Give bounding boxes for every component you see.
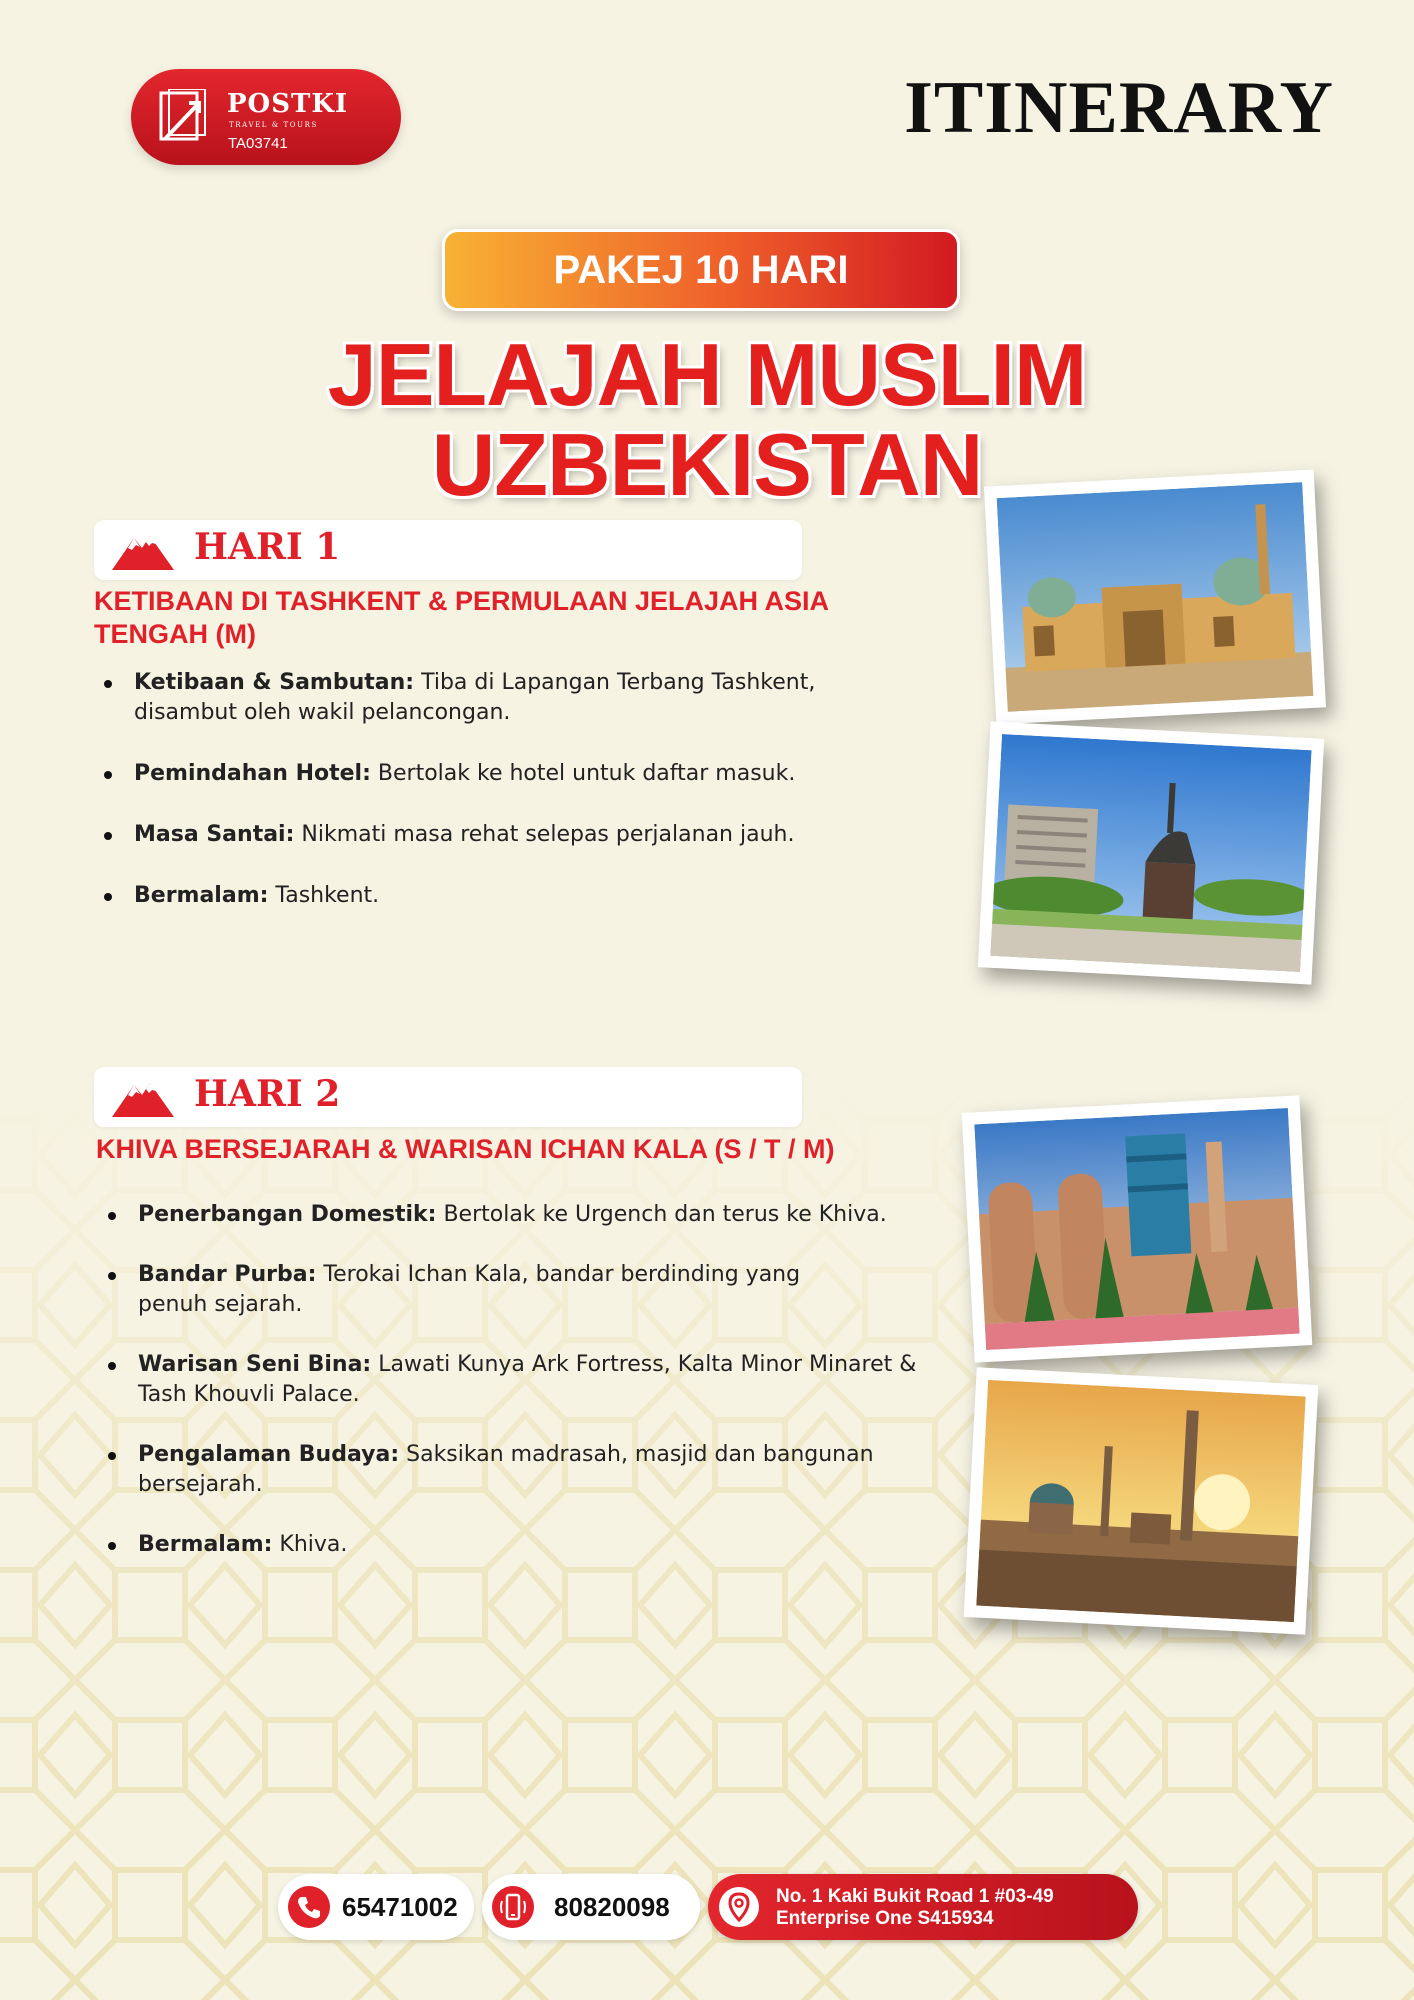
brand-name: POSTKI xyxy=(227,89,349,119)
list-item xyxy=(100,1200,930,1230)
brand-logo xyxy=(131,69,401,165)
address-line-2: Enterprise One S415934 xyxy=(776,1908,994,1929)
logo-arrow-icon xyxy=(159,89,215,145)
day-2-heading xyxy=(96,1133,916,1166)
photo-tashkent-statue xyxy=(978,721,1324,984)
list-item xyxy=(100,1260,818,1320)
day-1-heading-line1: KETIBAAN DI TASHKENT & PERMULAAN JELAJAH ASIA xyxy=(94,586,830,616)
item-text: Khiva. xyxy=(272,1532,348,1557)
day-1-heading-line2: TENGAH (M) xyxy=(94,619,256,649)
item-text: Nikmati masa rehat selepas perjalanan jauh. xyxy=(294,822,795,847)
main-title xyxy=(250,325,1164,514)
photo-tashkent-mosque xyxy=(984,470,1326,725)
list-item xyxy=(100,1440,898,1500)
item-title: Masa Santai: xyxy=(134,822,295,847)
page-title: ITINERARY xyxy=(904,67,1334,149)
item-text: Lawati Kunya Ark Fortress, Kalta Minor Minaret & Tash Khouvli Palace. xyxy=(138,1352,917,1407)
address-line-1: No. 1 Kaki Bukit Road 1 #03-49 xyxy=(776,1886,1054,1907)
list-item xyxy=(96,881,856,911)
phone-icon xyxy=(288,1886,330,1928)
list-item xyxy=(100,1530,930,1560)
phone-pill[interactable] xyxy=(278,1874,474,1940)
item-title: Bermalam: xyxy=(134,883,269,908)
day-2-label: HARI 2 xyxy=(194,1073,341,1115)
main-title-line1: JELAJAH MUSLIM xyxy=(327,325,1087,424)
address-pill[interactable] xyxy=(708,1874,1138,1940)
brand-license: TA03741 xyxy=(228,135,288,152)
item-title: Ketibaan & Sambutan: xyxy=(134,670,415,695)
list-item xyxy=(96,668,856,728)
item-text: Terokai Ichan Kala, bandar berdinding yang penuh sejarah. xyxy=(138,1262,801,1317)
phone-number: 65471002 xyxy=(342,1892,458,1922)
photo-khiva-sunset xyxy=(964,1367,1319,1635)
main-title-line2: UZBEKISTAN xyxy=(431,415,983,514)
item-text: Tashkent. xyxy=(268,883,380,908)
mountain-icon xyxy=(110,1075,176,1119)
package-badge: PAKEJ 10 HARI xyxy=(442,229,960,311)
item-title: Penerbangan Domestik: xyxy=(138,1202,437,1227)
day-1-heading xyxy=(94,585,914,651)
day-1-banner xyxy=(94,520,802,580)
list-item xyxy=(96,759,856,789)
mobile-number: 80820098 xyxy=(554,1892,670,1922)
list-item xyxy=(100,1350,968,1410)
day-2-banner xyxy=(94,1067,802,1127)
item-title: Pengalaman Budaya: xyxy=(138,1442,400,1467)
item-text: Tiba di Lapangan Terbang Tashkent, disambut oleh wakil pelancongan. xyxy=(134,670,816,725)
item-text: Bertolak ke Urgench dan terus ke Khiva. xyxy=(436,1202,887,1227)
brand-subtitle: TRAVEL & TOURS xyxy=(229,121,318,129)
day-2-list xyxy=(100,1200,930,1560)
item-title: Bandar Purba: xyxy=(138,1262,317,1287)
location-pin-icon xyxy=(718,1886,760,1928)
item-text: Saksikan madrasah, masjid dan bangunan bersejarah. xyxy=(138,1442,874,1497)
list-item xyxy=(96,820,856,850)
item-title: Bermalam: xyxy=(138,1532,273,1557)
mobile-phone-icon xyxy=(492,1886,534,1928)
photo-khiva-walls xyxy=(962,1095,1313,1362)
item-text: Bertolak ke hotel untuk daftar masuk. xyxy=(370,761,796,786)
item-title: Pemindahan Hotel: xyxy=(134,761,371,786)
item-title: Warisan Seni Bina: xyxy=(138,1352,372,1377)
day-1-list xyxy=(96,668,856,911)
day-1-label: HARI 1 xyxy=(194,526,341,568)
mountain-icon xyxy=(110,528,176,572)
day-2-heading-line1: KHIVA BERSEJARAH & WARISAN ICHAN KALA (S / T / M) xyxy=(96,1134,835,1164)
mobile-pill[interactable] xyxy=(482,1874,700,1940)
